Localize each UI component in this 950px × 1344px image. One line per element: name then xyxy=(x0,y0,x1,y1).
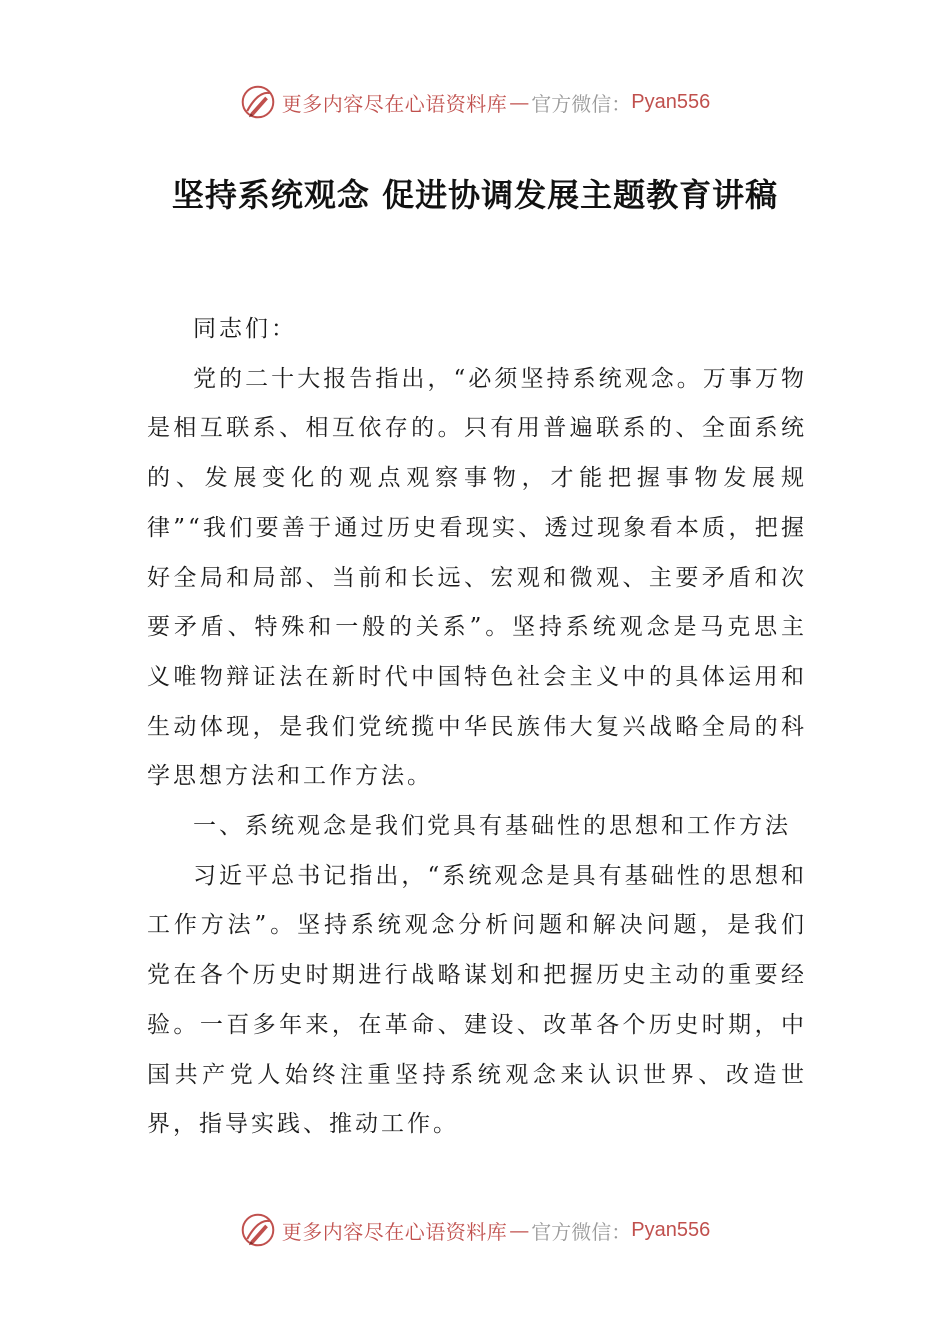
document-title: 坚持系统观念 促进协调发展主题教育讲稿 xyxy=(171,176,779,214)
footer-wechat-id: Pyan556 xyxy=(631,1218,711,1241)
footer-site-text: 更多内容尽在心语资料库 xyxy=(281,1219,508,1244)
header-site-text: 更多内容尽在心语资料库 xyxy=(281,91,508,116)
pen-circle-logo-icon xyxy=(240,1212,276,1248)
footer-watermark-banner xyxy=(0,1208,950,1252)
footer-dash: — xyxy=(509,1218,530,1242)
body-paragraph: 党的二十大报告指出，“必须坚持系统观念。万事万物是相互联系、相互依存的。只有用普遍联系的、全面系统的、发展变化的观点观察事物，才能把握事物发展规律”“我们要善于通过历史看现实、透过现象看本质，把握好全局和局部、当前和长远、宏观和微观、主要矛盾和次要矛盾、特殊和一般的关系”。坚持系统观念是马克思主义唯物辩证法在新时代中国特色社会主义中的具体运用和生动体现，是我们党统揽中华民族伟大复兴战略全局的科学思想方法和工作方法。 xyxy=(147,365,807,790)
header-official-label: 官方微信： xyxy=(531,91,632,116)
body-paragraph: 习近平总书记指出，“系统观念是具有基础性的思想和工作方法”。坚持系统观念分析问题和解决问题，是我们党在各个历史时期进行战略谋划和把握历史主动的重要经验。一百多年来，在革命、建设、改革各个历史时期，中国共产党人始终注重坚持系统观念来认识世界、改造世界，指导实践、推动工作。 xyxy=(147,862,807,1138)
document-body xyxy=(147,305,807,1150)
header-wechat-id: Pyan556 xyxy=(631,90,711,113)
salutation-paragraph: 同志们： xyxy=(193,316,297,342)
section-heading: 一、系统观念是我们党具有基础性的思想和工作方法 xyxy=(193,813,791,840)
header-watermark-banner xyxy=(0,80,950,124)
pen-circle-logo-icon xyxy=(240,84,276,120)
footer-official-label: 官方微信： xyxy=(531,1219,632,1244)
header-dash: — xyxy=(509,90,530,114)
